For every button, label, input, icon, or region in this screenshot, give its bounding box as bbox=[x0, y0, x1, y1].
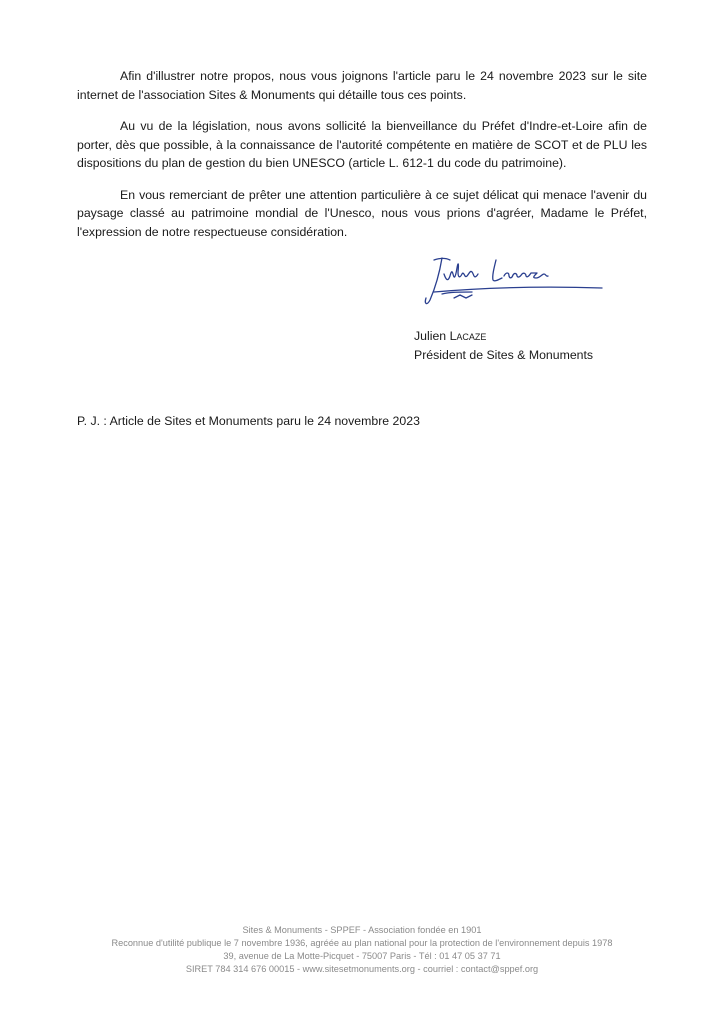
handwritten-signature bbox=[420, 248, 620, 318]
signer-first-name: Julien bbox=[414, 329, 447, 343]
signer-last-name: Lacaze bbox=[449, 329, 487, 343]
signer-name bbox=[414, 327, 593, 346]
paragraph-legislation: Au vu de la législation, nous avons sollicité la bienveillance du Préfet d'Indre-et-Loire afin de porter, dès que possible, à la connaissance de l'autorité compétente en matière de SCOT et de PLU les dispositions du plan de gestion du bien UNESCO (article L. 612-1 du code du patrimoine). bbox=[77, 119, 647, 170]
signature-icon bbox=[420, 248, 610, 316]
footer-address: 39, avenue de La Motte-Picquet - 75007 Paris - Tél : 01 47 05 37 71 bbox=[223, 951, 501, 961]
page-footer bbox=[0, 924, 724, 976]
paragraph-closing: En vous remerciant de prêter une attention particulière à ce sujet délicat qui menace l'avenir du paysage classé au patrimoine mondial de l'Unesco, nous vous prions d'agréer, Madame le Préfet, l'expression de notre respectueuse considération. bbox=[77, 187, 647, 239]
letter-body bbox=[77, 67, 647, 254]
footer-association: Sites & Monuments - SPPEF - Association fondée en 1901 bbox=[242, 925, 482, 935]
signer-title: Président de Sites & Monuments bbox=[414, 347, 594, 362]
signer-block bbox=[414, 327, 593, 364]
footer-recognition: Reconnue d'utilité publique le 7 novembre 1936, agréée au plan national pour la protection de l'environnement depuis 1978 bbox=[111, 938, 613, 948]
enclosure-note: P. J. : Article de Sites et Monuments paru le 24 novembre 2023 bbox=[77, 414, 420, 428]
footer-contact: SIRET 784 314 676 00015 - www.sitesetmonuments.org - courriel : contact@sppef.org bbox=[185, 964, 539, 974]
paragraph-article: Afin d'illustrer notre propos, nous vous joignons l'article paru le 24 novembre 2023 sur le site internet de l'association Sites & Monuments qui détaille tous ces points. bbox=[77, 69, 647, 102]
